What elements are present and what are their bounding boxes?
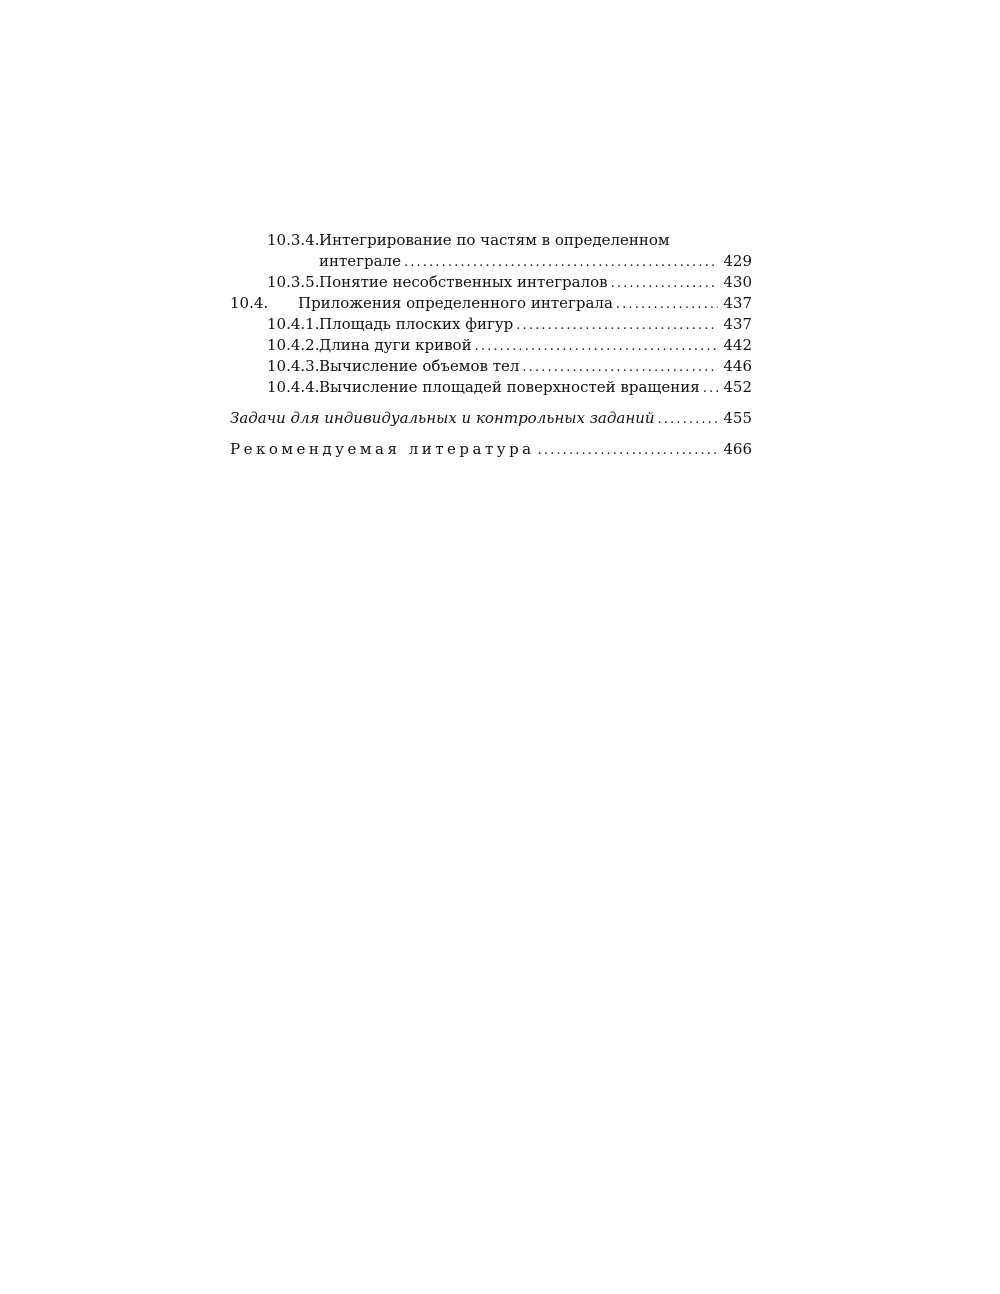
toc-entry-problems <box>230 408 752 429</box>
dot-leader <box>703 379 719 399</box>
toc-entry-number: 10.4.3. <box>267 357 320 375</box>
toc-entry-title: Интегрирование по частям в определенном <box>319 231 670 249</box>
dot-leader <box>522 358 718 378</box>
dot-leader <box>616 295 718 315</box>
toc-entry-number: 10.4.4. <box>267 378 320 396</box>
toc-entry-number: 10.4.2. <box>267 336 320 354</box>
toc-entry-number: 10.4. <box>230 294 269 312</box>
toc-entry-title: Площадь плоских фигур <box>319 315 514 333</box>
toc-entry-page: 430 <box>723 273 752 291</box>
dot-leader <box>658 410 719 430</box>
toc-entry-number: 10.3.4. <box>267 231 320 249</box>
toc-entry-page: 452 <box>723 378 752 396</box>
toc-entry-10-3-4-continued <box>230 251 752 272</box>
toc-entry-title: интеграле <box>319 252 401 270</box>
toc-entry-page: 466 <box>723 440 752 458</box>
toc-entry-10-4-2 <box>230 335 752 356</box>
toc-entry-references <box>230 439 752 460</box>
toc-entry-page: 437 <box>723 315 752 333</box>
dot-leader <box>404 253 718 273</box>
toc-entry-page: 442 <box>723 336 752 354</box>
toc-entry-10-3-4 <box>230 230 752 251</box>
toc-entry-10-3-5 <box>230 272 752 293</box>
dot-leader <box>538 441 719 461</box>
toc-entry-title: Вычисление площадей поверхностей вращения <box>319 378 700 396</box>
toc-entry-number: 10.4.1. <box>267 315 320 333</box>
toc-entry-title: Приложения определенного интеграла <box>298 294 613 312</box>
toc-entry-page: 437 <box>723 294 752 312</box>
toc-entry-title: Рекомендуемая литература <box>230 440 535 458</box>
toc-entry-page: 446 <box>723 357 752 375</box>
dot-leader <box>611 274 719 294</box>
dot-leader <box>516 316 718 336</box>
toc-entry-title: Задачи для индивидуальных и контрольных заданий <box>230 409 655 427</box>
toc-entry-number: 10.3.5. <box>267 273 320 291</box>
toc-entry-10-4 <box>230 293 752 314</box>
table-of-contents <box>230 230 752 460</box>
toc-entry-title: Вычисление объемов тел <box>319 357 520 375</box>
toc-entry-page: 455 <box>723 409 752 427</box>
toc-entry-title: Понятие несобственных интегралов <box>319 273 608 291</box>
toc-entry-page: 429 <box>723 252 752 270</box>
toc-entry-10-4-1 <box>230 314 752 335</box>
toc-entry-10-4-4 <box>230 377 752 398</box>
dot-leader <box>475 337 719 357</box>
toc-entry-title: Длина дуги кривой <box>319 336 472 354</box>
toc-entry-10-4-3 <box>230 356 752 377</box>
